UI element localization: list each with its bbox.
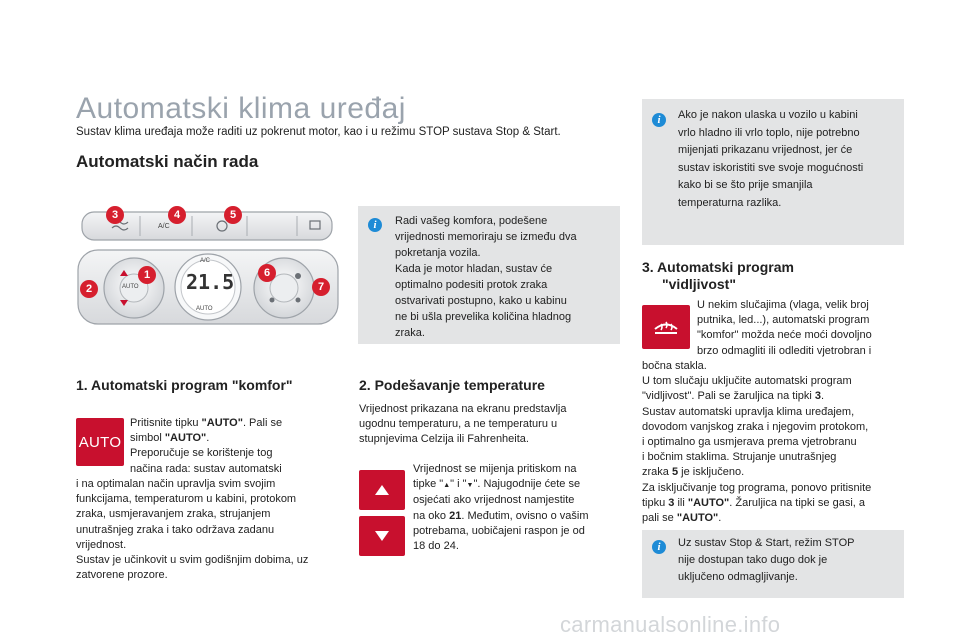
section2-intro-line: ugodnu temperaturu, a ne temperaturu u xyxy=(359,418,558,431)
section2-intro-line: Vrijednost prikazana na ekranu predstavlja xyxy=(359,403,567,415)
auto-button-illustration xyxy=(76,418,124,466)
info-box-memory xyxy=(358,206,620,344)
info-line: optimalno podesiti protok zraka xyxy=(395,279,548,291)
section3-heading-line1: 3. Automatski program xyxy=(642,259,794,275)
up-arrow-icon: ▲ xyxy=(443,482,451,490)
section1-line: i na optimalan način upravlja svim svojim xyxy=(76,478,276,490)
section3-line: "vidljivost". Pali se žaruljica na tipki 3. xyxy=(642,390,825,403)
section3-heading xyxy=(642,259,794,293)
info-box-memory-text xyxy=(395,213,577,341)
section1-text-right xyxy=(130,416,282,477)
section1-line: zraka, usmjeravanjem zraka, strujanjem xyxy=(76,508,271,521)
info-line: Ako je nakon ulaska u vozilo u kabini xyxy=(678,109,858,121)
info-icon: i xyxy=(652,113,666,127)
info-line: mijenjati prikazanu vrijednost, jer će xyxy=(678,144,853,156)
section1-heading: 1. Automatski program "komfor" xyxy=(76,377,293,393)
section1-line: funkcijama, temperaturom u kabini, protokom xyxy=(76,493,297,506)
section-heading-automatic-mode: Automatski način rada xyxy=(76,152,259,171)
section3-line: i bočnim staklima. Strujanje unutrašnjeg xyxy=(642,451,837,464)
info-line: Uz sustav Stop & Start, režim STOP xyxy=(678,537,855,549)
info-box-temperature xyxy=(642,99,904,245)
info-line: zraka. xyxy=(395,327,425,339)
section2-line: Vrijednost se mijenja pritiskom na xyxy=(413,463,577,475)
panel-auto-label: AUTO xyxy=(122,284,139,290)
display-auto-label: AUTO xyxy=(196,306,213,312)
info-line: Radi vašeg komfora, podešene xyxy=(395,215,548,227)
section3-line: brzo odmagliti ili odlediti vjetrobran i xyxy=(697,344,872,357)
panel-ac-label: A/C xyxy=(158,223,170,230)
info-line: vrijednosti memoriraju se između dva xyxy=(395,231,577,243)
climate-control-panel-illustration xyxy=(72,196,344,332)
section3-line: U tom slučaju uključite automatski program xyxy=(642,375,852,388)
section1-line: Sustav je učinkovit u svim godišnjim dobima, uz xyxy=(76,554,309,567)
info-line: kako bi se što prije smanjila xyxy=(678,179,813,191)
section3-line: i optimalno ga usmjerava prema vjetrobranu xyxy=(642,436,857,449)
info-line: pokretanja vozila. xyxy=(395,247,481,259)
section3-line: putnika, led...), automatski program xyxy=(697,314,870,327)
section1-text-full xyxy=(76,477,308,583)
section2-heading: 2. Podešavanje temperature xyxy=(359,377,545,393)
badge-7: 7 xyxy=(312,278,330,296)
info-line: vrlo hladno ili vrlo toplo, nije potrebno xyxy=(678,126,860,139)
temperature-down-button-illustration xyxy=(359,516,405,556)
windscreen-defrost-icon xyxy=(652,316,680,338)
section3-line: Za isključivanje tog programa, ponovo pritisnite xyxy=(642,481,872,494)
badge-4: 4 xyxy=(168,206,186,224)
info-line: uključeno odmagljivanje. xyxy=(678,571,798,583)
badge-3: 3 xyxy=(106,206,124,224)
triangle-down-icon xyxy=(375,531,389,541)
triangle-up-icon xyxy=(375,485,389,495)
section2-intro xyxy=(359,402,567,448)
section2-line: na oko 21. Međutim, ovisno o vašim xyxy=(413,509,589,522)
info-icon: i xyxy=(368,218,382,232)
section3-text-right xyxy=(697,298,872,359)
temperature-up-button-illustration xyxy=(359,470,405,510)
badge-1: 1 xyxy=(138,266,156,284)
info-box-stop-start xyxy=(642,530,904,598)
down-arrow-icon: ▼ xyxy=(466,482,474,490)
info-line: nije dostupan tako dugo dok je xyxy=(678,554,828,566)
page-title: Automatski klima uređaj xyxy=(76,92,406,125)
info-line: ne bi ušla prevelika količina hladnog xyxy=(395,311,572,323)
badge-2: 2 xyxy=(80,280,98,298)
section2-line: 18 do 24. xyxy=(413,540,459,553)
info-line: sustav iskoristiti sve svoje mogućnosti xyxy=(678,161,864,174)
info-line: Kada je motor hladan, sustav će xyxy=(395,263,553,275)
section3-line: Sustav automatski upravlja klima uređajem, xyxy=(642,405,855,418)
section1-line2: simbol "AUTO". xyxy=(130,432,210,445)
section3-heading-line2: "vidljivost" xyxy=(662,276,736,292)
section1-line: vrijednost. xyxy=(76,538,127,551)
info-box-temperature-text xyxy=(678,107,863,212)
section2-line: tipke "▲" i "▼". Najugodnije ćete se xyxy=(413,478,581,491)
info-line: temperaturna razlika. xyxy=(678,196,782,209)
defrost-button-illustration xyxy=(642,305,690,349)
section3-line: zraka 5 je isključeno. xyxy=(642,466,745,479)
display-temperature: 21.5 xyxy=(186,270,235,294)
section1-line: zatvorene prozore. xyxy=(76,569,168,582)
section2-line: potrebama, uobičajeni raspon je od xyxy=(413,524,585,537)
section3-line: tipku 3 ili "AUTO". Žaruljica na tipki se gasi, a xyxy=(642,496,866,509)
section3-line: U nekim slučajima (vlaga, velik broj xyxy=(697,299,869,311)
info-line: ostvarivati postupno, kako u kabinu xyxy=(395,295,567,307)
page-subtitle: Sustav klima uređaja može raditi uz pokrenut motor, kao i u režimu STOP sustava Stop & Start. xyxy=(76,126,561,138)
section2-line: osjećati ako vrijednost namjestite xyxy=(413,494,575,507)
watermark: carmanualsonline.info xyxy=(560,612,781,637)
section1-line: unutrašnjeg zraka i tako održava zadanu xyxy=(76,523,275,536)
badge-5: 5 xyxy=(224,206,242,224)
section2-intro-line: stupnjevima Celzija ili Fahrenheita. xyxy=(359,433,529,446)
section3-line: pali se "AUTO". xyxy=(642,512,722,525)
display-ac-label: A/C xyxy=(200,258,211,264)
info-box-stop-start-text xyxy=(678,535,854,586)
section1-line: načina rada: sustav automatski xyxy=(130,462,282,475)
auto-button-label: AUTO xyxy=(78,433,122,451)
section1-line: Preporučuje se korištenje tog xyxy=(130,447,273,460)
section2-text xyxy=(413,462,589,554)
section3-text-full xyxy=(642,359,871,526)
section3-line: "komfor" možda neće moći dovoljno xyxy=(697,329,872,342)
section3-line: bočna stakla. xyxy=(642,360,707,372)
info-icon: i xyxy=(652,540,666,554)
section3-line: dovodom vanjskog zraka i njegovim protokom, xyxy=(642,420,869,433)
badge-6: 6 xyxy=(258,264,276,282)
section1-line1: Pritisnite tipku "AUTO". Pali se xyxy=(130,417,283,429)
